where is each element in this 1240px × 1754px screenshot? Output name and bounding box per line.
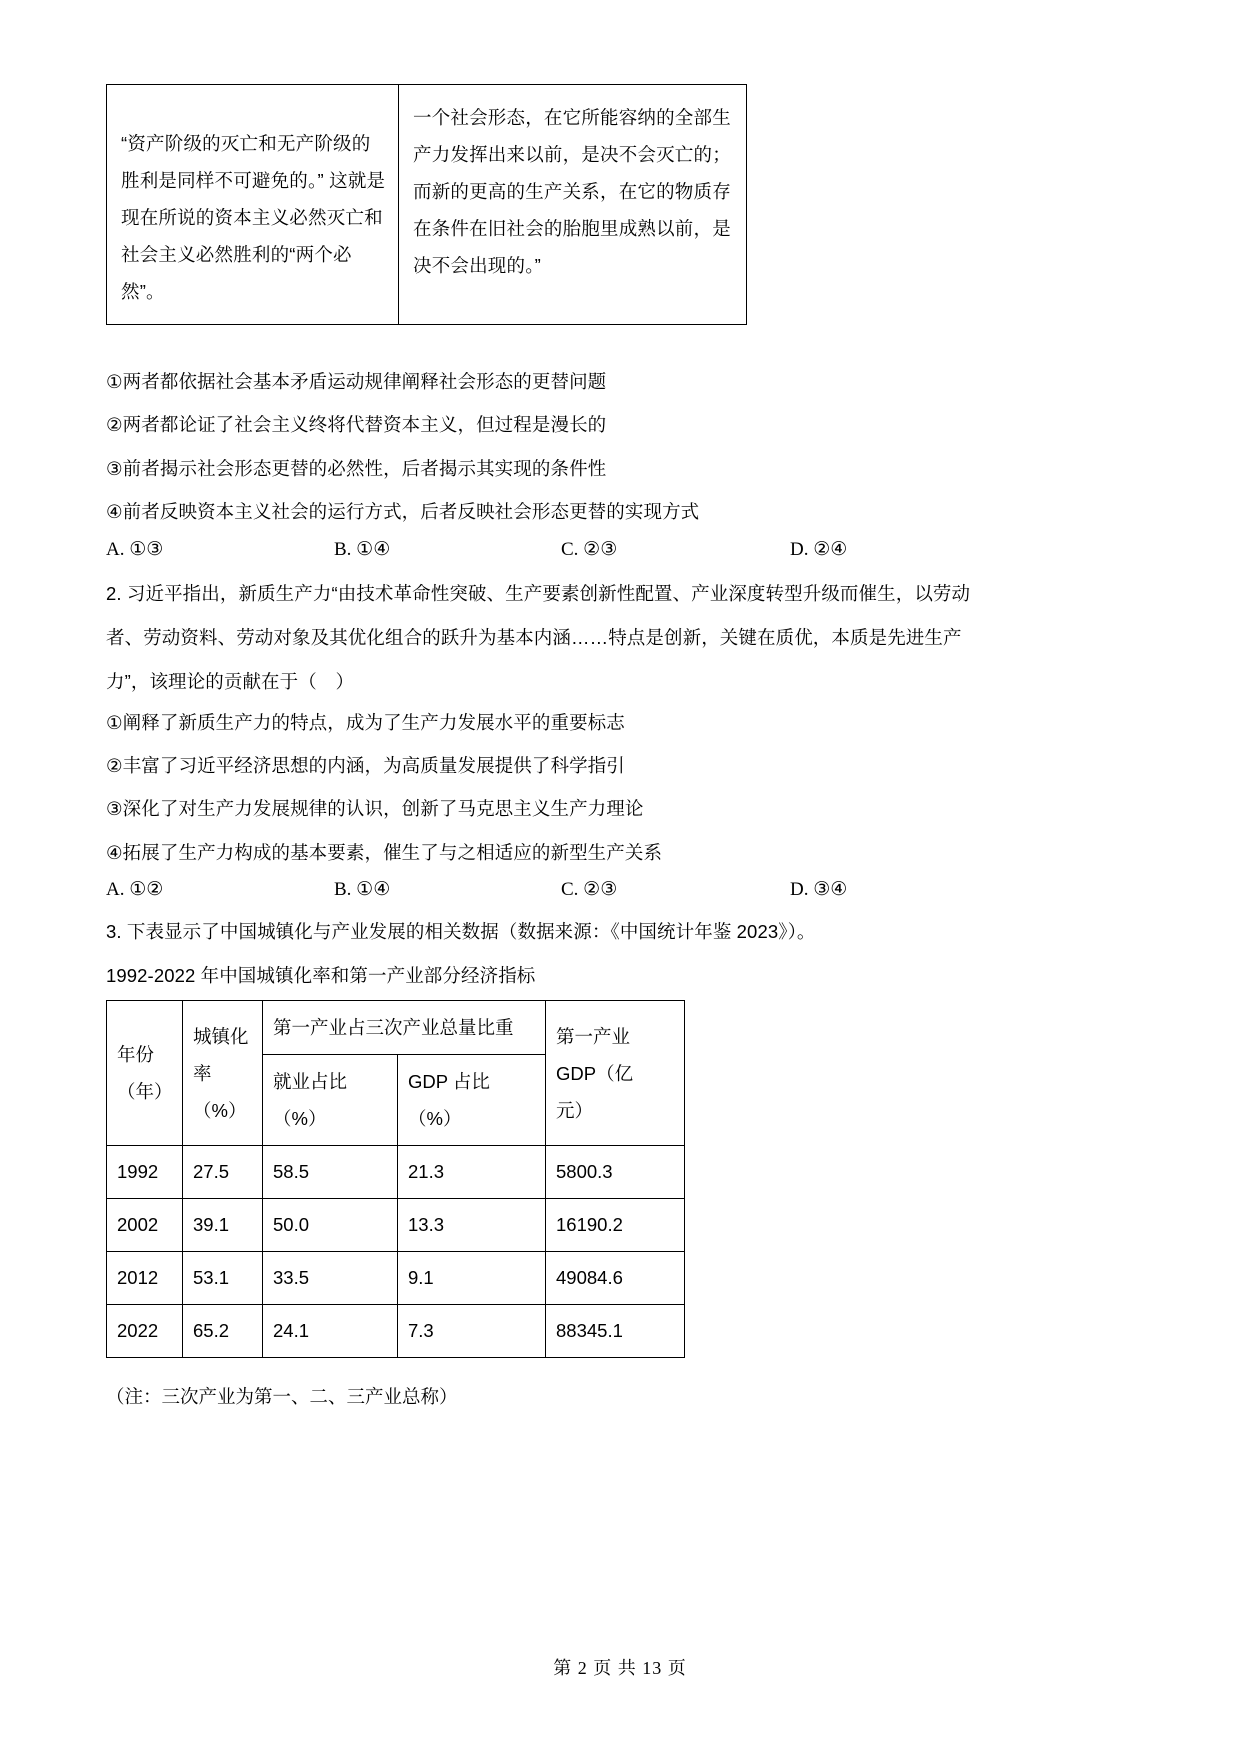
q2-option-c[interactable]: C. ②③ <box>561 879 618 900</box>
quote-cell-right <box>399 85 747 325</box>
col-header-employment-share-unit: （%） <box>273 1108 327 1129</box>
cell-urban-rate: 39.1 <box>183 1199 263 1252</box>
table-header-row-1 <box>107 1001 685 1055</box>
table-row <box>107 1305 685 1358</box>
table-note: （注：三次产业为第一、二、三产业总称） <box>106 1386 458 1407</box>
col-header-urban-rate-main: 城镇化 <box>193 1025 249 1047</box>
col-header-gdp-share <box>398 1055 546 1146</box>
col-header-urban-rate-unit: （%） <box>193 1099 247 1121</box>
q2-option-a[interactable]: A. ①② <box>106 879 164 900</box>
cell-gdp-share: 9.1 <box>398 1252 546 1305</box>
table-row <box>107 85 747 325</box>
col-header-urban-rate <box>183 1001 263 1146</box>
q3-table-title: 1992-2022 年中国城镇化率和第一产业部分经济指标 <box>106 965 536 986</box>
cell-primary-gdp: 16190.2 <box>546 1199 685 1252</box>
quote-left-text: “资产阶级的灭亡和无产阶级的胜利是同样不可避免的。” 这就是现在所说的资本主义必然灭亡和社会主义必然胜利的“两个必然”。 <box>121 133 386 302</box>
q1-statement-4: ④前者反映资本主义社会的运行方式，后者反映社会形态更替的实现方式 <box>106 501 700 522</box>
col-header-gdp-share-main: GDP 占比 <box>408 1071 490 1092</box>
spacer <box>121 99 386 125</box>
q2-option-b[interactable]: B. ①④ <box>334 879 391 900</box>
cell-employment-share: 24.1 <box>263 1305 398 1358</box>
q2-options-row <box>106 878 1136 904</box>
col-header-employment-share <box>263 1055 398 1146</box>
q2-stem-line-2: 者、劳动资料、劳动对象及其优化组合的跃升为基本内涵……特点是创新，关键在质优，本质是先进生产 <box>106 627 962 648</box>
cell-year: 2002 <box>107 1199 183 1252</box>
col-header-gdp-share-unit: （%） <box>408 1108 462 1129</box>
cell-primary-gdp: 88345.1 <box>546 1305 685 1358</box>
q2-statement-3: ③深化了对生产力发展规律的认识，创新了马克思主义生产力理论 <box>106 798 644 819</box>
cell-employment-share: 50.0 <box>263 1199 398 1252</box>
cell-urban-rate: 27.5 <box>183 1146 263 1199</box>
col-header-urban-rate-mid: 率 <box>193 1062 212 1084</box>
q2-stem-line-1: 2. 习近平指出，新质生产力“由技术革命性突破、生产要素创新性配置、产业深度转型升级而催生，以劳动 <box>106 583 971 604</box>
cell-year: 2022 <box>107 1305 183 1358</box>
q1-option-a[interactable]: A. ①③ <box>106 539 164 560</box>
col-header-primary-gdp <box>546 1001 685 1146</box>
q1-statement-2: ②两者都论证了社会主义终将代替资本主义，但过程是漫长的 <box>106 414 607 435</box>
cell-year: 2012 <box>107 1252 183 1305</box>
q1-statement-1: ①两者都依据社会基本矛盾运动规律阐释社会形态的更替问题 <box>106 371 607 392</box>
col-header-year-main: 年份 <box>117 1044 155 1065</box>
q2-stem-line-3: 力”，该理论的贡献在于（ ） <box>106 671 355 692</box>
cell-urban-rate: 65.2 <box>183 1305 263 1358</box>
q2-statement-4: ④拓展了生产力构成的基本要素，催生了与之相适应的新型生产关系 <box>106 842 663 863</box>
cell-gdp-share: 21.3 <box>398 1146 546 1199</box>
page-footer: 第 2 页 共 13 页 <box>553 1658 687 1678</box>
q3-stem: 3. 下表显示了中国城镇化与产业发展的相关数据（数据来源：《中国统计年鉴 2023》）。 <box>106 921 816 942</box>
q1-options-row <box>106 538 1136 564</box>
table-row <box>107 1199 685 1252</box>
quote-right-text: 一个社会形态，在它所能容纳的全部生产力发挥出来以前，是决不会灭亡的；而新的更高的生产关系，在它的物质存在条件在旧社会的胎胞里成熟以前，是决不会出现的。” <box>413 107 731 276</box>
quote-comparison-table <box>106 84 747 325</box>
table-row <box>107 1252 685 1305</box>
q2-statement-2: ②丰富了习近平经济思想的内涵，为高质量发展提供了科学指引 <box>106 755 625 776</box>
col-header-primary-gdp-unit: 元） <box>556 1099 594 1121</box>
cell-primary-gdp: 5800.3 <box>546 1146 685 1199</box>
col-header-primary-gdp-main: 第一产业 <box>556 1025 631 1047</box>
urbanization-data-table <box>106 1000 685 1358</box>
q1-option-b[interactable]: B. ①④ <box>334 539 391 560</box>
cell-primary-gdp: 49084.6 <box>546 1252 685 1305</box>
q1-statement-3: ③前者揭示社会形态更替的必然性，后者揭示其实现的条件性 <box>106 458 607 479</box>
col-header-group-primary-share: 第一产业占三次产业总量比重 <box>263 1001 546 1055</box>
cell-gdp-share: 7.3 <box>398 1305 546 1358</box>
cell-employment-share: 33.5 <box>263 1252 398 1305</box>
col-header-year <box>107 1001 183 1146</box>
cell-urban-rate: 53.1 <box>183 1252 263 1305</box>
cell-employment-share: 58.5 <box>263 1146 398 1199</box>
q2-option-d[interactable]: D. ③④ <box>790 879 848 900</box>
q2-statement-1: ①阐释了新质生产力的特点，成为了生产力发展水平的重要标志 <box>106 712 625 733</box>
q1-option-c[interactable]: C. ②③ <box>561 539 618 560</box>
cell-year: 1992 <box>107 1146 183 1199</box>
q1-option-d[interactable]: D. ②④ <box>790 539 848 560</box>
table-row <box>107 1146 685 1199</box>
col-header-year-unit: （年） <box>117 1081 173 1102</box>
cell-gdp-share: 13.3 <box>398 1199 546 1252</box>
quote-cell-left <box>107 85 399 325</box>
col-header-employment-share-main: 就业占比 <box>273 1071 348 1092</box>
col-header-primary-gdp-mid: GDP（亿 <box>556 1062 634 1084</box>
